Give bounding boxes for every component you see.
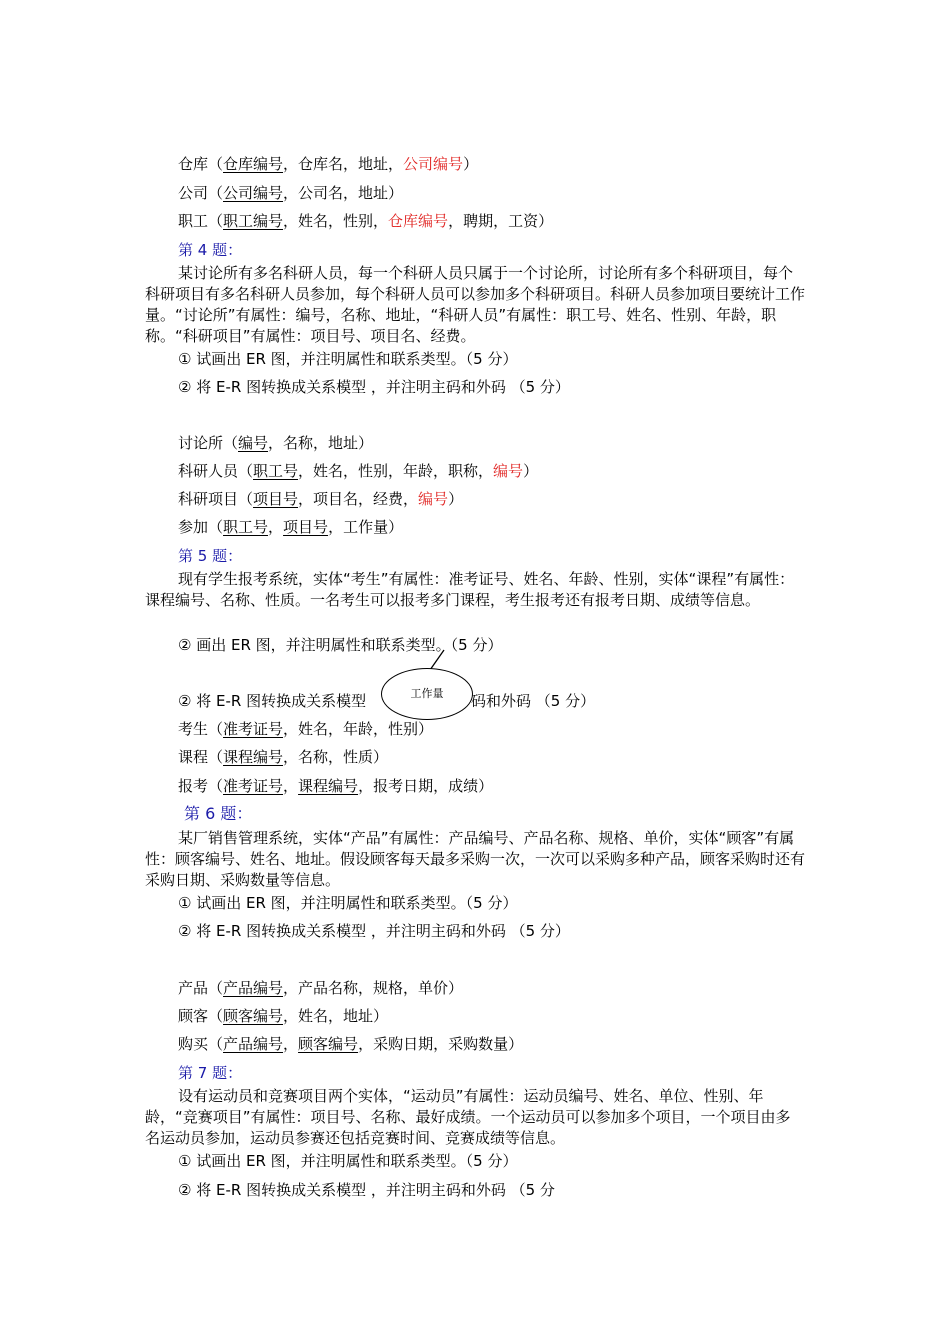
relation-customer: 顾客（顾客编号，姓名，地址） [178, 1007, 389, 1025]
question-5-text: 现有学生报考系统，实体“考生”有属性：准考证号、姓名、年龄、性别，实体“课程”有属性：课程编号、名称、性质。一名考生可以报考多门课程，考生报考还有报考日期、成绩等信息。 [145, 570, 795, 609]
question-7-task-2: ② 将 E-R 图转换成关系模型 ，并注明主码和外码 （5 分 [178, 1181, 555, 1199]
primary-key: 职工编号 [223, 212, 284, 230]
question-4-task-2: ② 将 E-R 图转换成关系模型 ，并注明主码和外码 （5 分） [178, 378, 570, 396]
question-5-task-2: ② 将 E-R 图转换成关系模型 [178, 692, 367, 710]
foreign-key: 编号 [418, 490, 449, 508]
question-7-heading: 第 7 题： [178, 1064, 243, 1082]
question-4-task-1: ① 试画出 ER 图，并注明属性和联系类型。（5 分） [178, 350, 518, 368]
relation-institute: 讨论所（编号，名称，地址） [178, 434, 374, 452]
question-6-text: 某厂销售管理系统，实体“产品”有属性：产品编号、产品名称、规格、单价，实体“顾客”有属性：顾客编号、姓名、地址。假设顾客每天最多采购一次，一次可以采购多种产品，顾客采购时还有采购日期、采购数量等信息。 [145, 829, 806, 889]
primary-key: 编号 [238, 434, 269, 452]
relation-purchase: 购买（产品编号，顾客编号，采购日期，采购数量） [178, 1035, 524, 1053]
relation-project: 科研项目（项目号，项目名，经费，编号） [178, 490, 464, 508]
relation-warehouse: 仓库（仓库编号，仓库名，地址，公司编号） [178, 155, 479, 173]
relation-enroll: 报考（准考证号，课程编号，报考日期，成绩） [178, 777, 494, 795]
primary-key: 职工号 [253, 462, 299, 480]
relation-product: 产品（产品编号，产品名称，规格，单价） [178, 979, 464, 997]
foreign-key: 仓库编号 [388, 212, 449, 230]
relation-company: 公司（公司编号，公司名，地址） [178, 184, 404, 202]
ellipse-label: 工作量 [410, 687, 444, 700]
question-7-text: 设有运动员和竞赛项目两个实体，“运动员”有属性：运动员编号、姓名、单位、性别、年龄，“竞赛项目”有属性：项目号、名称、最好成绩。一个运动员可以参加多个项目，一个项目由多名运动员参加，运动员参赛还包括竞赛时间、竞赛成绩等信息。 [145, 1087, 791, 1147]
question-4-text: 某讨论所有多名科研人员，每一个科研人员只属于一个讨论所，讨论所有多个科研项目，每个科研项目有多名科研人员参加，每个科研人员可以参加多个科研项目。科研人员参加项目要统计工作量。“讨论所”有属性：编号，名称、地址，“科研人员”有属性：职工号、姓名、性别、年龄，职称。“科研项目”有属性：项目号、项目名、经费。 [145, 264, 806, 345]
question-4-heading: 第 4 题： [178, 241, 243, 259]
primary-key: 顾客编号 [223, 1007, 284, 1025]
er-attribute-ellipse [381, 668, 473, 720]
primary-key: 准考证号 [223, 720, 284, 738]
primary-key: 产品编号 [223, 1035, 284, 1053]
primary-key: 课程编号 [298, 777, 359, 795]
relation-researcher: 科研人员（职工号，姓名，性别，年龄，职称，编号） [178, 462, 539, 480]
primary-key: 项目号 [253, 490, 299, 508]
question-6-task-1: ① 试画出 ER 图，并注明属性和联系类型。（5 分） [178, 894, 518, 912]
primary-key: 仓库编号 [223, 155, 284, 173]
foreign-key: 编号 [493, 462, 524, 480]
question-6-task-2: ② 将 E-R 图转换成关系模型 ，并注明主码和外码 （5 分） [178, 922, 570, 940]
primary-key: 项目号 [283, 518, 329, 536]
relation-join: 参加（职工号，项目号，工作量） [178, 518, 404, 536]
primary-key: 准考证号 [223, 777, 284, 795]
primary-key: 职工号 [223, 518, 269, 536]
relation-course: 课程（课程编号，名称，性质） [178, 748, 389, 766]
question-6-heading: 第 6 题： [184, 804, 253, 823]
relation-employee: 职工（职工编号，姓名，性别，仓库编号，聘期，工资） [178, 212, 554, 230]
primary-key: 公司编号 [223, 184, 284, 202]
question-5-heading: 第 5 题： [178, 547, 243, 565]
question-7-task-1: ① 试画出 ER 图，并注明属性和联系类型。（5 分） [178, 1152, 518, 1170]
primary-key: 课程编号 [223, 748, 284, 766]
primary-key: 产品编号 [223, 979, 284, 997]
question-5-task-2-tail: 码和外码 （5 分） [471, 692, 596, 710]
foreign-key: 公司编号 [403, 155, 464, 173]
relation-student: 考生（准考证号，姓名，年龄，性别） [178, 720, 434, 738]
question-5-task-1: ② 画出 ER 图，并注明属性和联系类型。（5 分） [178, 636, 503, 654]
primary-key: 顾客编号 [298, 1035, 359, 1053]
